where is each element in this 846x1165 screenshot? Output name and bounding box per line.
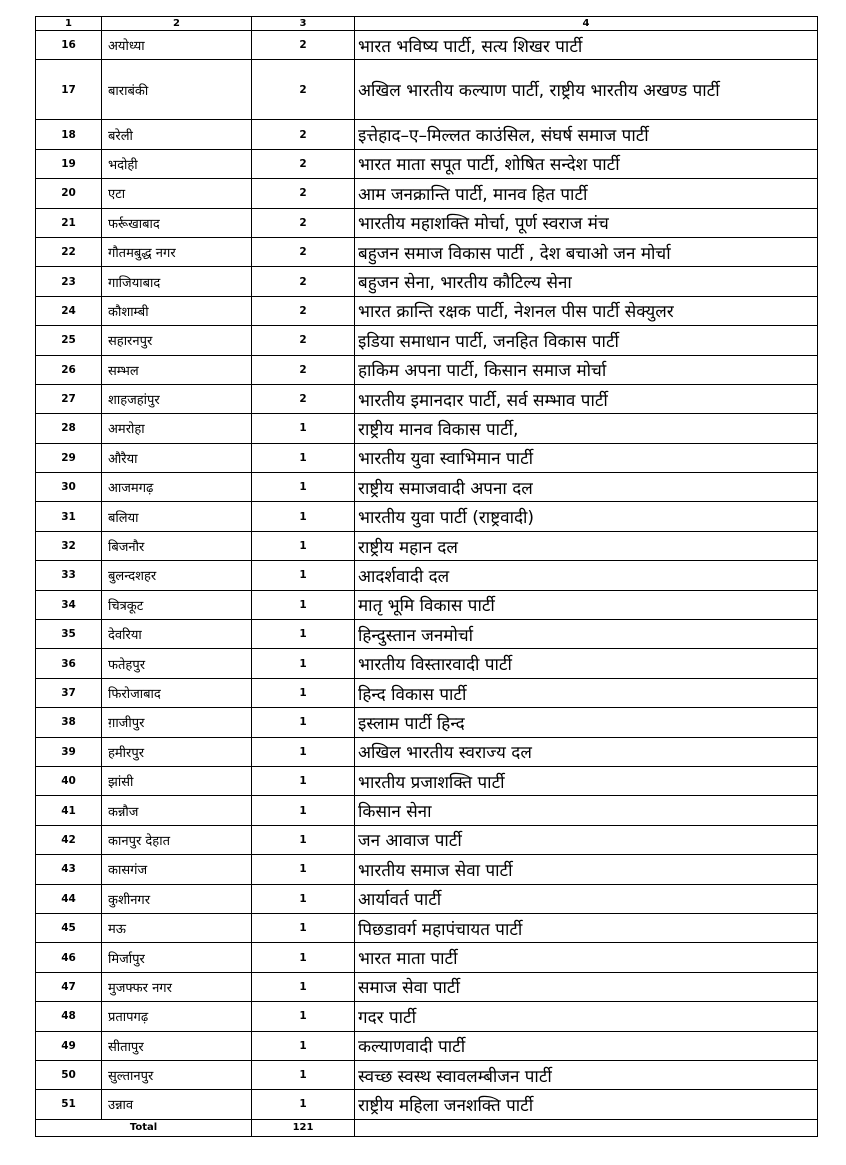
- party-names-cell: अखिल भारतीय कल्याण पार्टी, राष्ट्रीय भारतीय अखण्ड पार्टी: [355, 60, 818, 120]
- party-names-cell: हिन्दुस्तान जनमोर्चा: [355, 620, 818, 649]
- party-names-cell: हाकिम अपना पार्टी, किसान समाज मोर्चा: [355, 355, 818, 384]
- party-names-cell: पिछडावर्ग महापंचायत पार्टी: [355, 913, 818, 942]
- party-count-cell: 1: [252, 1002, 355, 1031]
- party-names-cell: आदर्शवादी दल: [355, 561, 818, 590]
- party-names-cell: राष्ट्रीय महिला जनशक्ति पार्टी: [355, 1090, 818, 1119]
- district-cell: कानपुर देहात: [102, 825, 252, 854]
- serial-number-cell: 34: [36, 590, 102, 619]
- district-cell: प्रतापगढ़: [102, 1002, 252, 1031]
- serial-number-cell: 44: [36, 884, 102, 913]
- table-row: [36, 326, 818, 355]
- party-count-cell: 1: [252, 1060, 355, 1089]
- party-names-cell: भारतीय समाज सेवा पार्टी: [355, 855, 818, 884]
- table-row: [36, 502, 818, 531]
- serial-number-cell: 41: [36, 796, 102, 825]
- party-names-cell: जन आवाज पार्टी: [355, 825, 818, 854]
- party-count-cell: 1: [252, 855, 355, 884]
- party-count-cell: 1: [252, 796, 355, 825]
- party-names-cell: इत्तेहाद–ए–मिल्लत काउंसिल, संघर्ष समाज पार्टी: [355, 120, 818, 149]
- district-cell: कन्नौज: [102, 796, 252, 825]
- table-row: [36, 913, 818, 942]
- district-cell: सहारनपुर: [102, 326, 252, 355]
- table-row: [36, 972, 818, 1001]
- district-cell: गौतमबुद्ध नगर: [102, 237, 252, 266]
- district-cell: कासगंज: [102, 855, 252, 884]
- serial-number-cell: 36: [36, 649, 102, 678]
- total-label: Total: [36, 1119, 252, 1136]
- district-cell: भदोही: [102, 149, 252, 178]
- serial-number-cell: 40: [36, 766, 102, 795]
- serial-number-cell: 48: [36, 1002, 102, 1031]
- party-names-cell: बहुजन समाज विकास पार्टी , देश बचाओ जन मोर्चा: [355, 237, 818, 266]
- table-row: [36, 31, 818, 60]
- party-count-cell: 2: [252, 384, 355, 413]
- table-row: [36, 355, 818, 384]
- district-cell: बिजनौर: [102, 531, 252, 560]
- table-row: [36, 179, 818, 208]
- district-cell: उन्नाव: [102, 1090, 252, 1119]
- serial-number-cell: 21: [36, 208, 102, 237]
- serial-number-cell: 47: [36, 972, 102, 1001]
- table-row: [36, 384, 818, 413]
- table-row: [36, 443, 818, 472]
- total-empty-cell: [355, 1119, 818, 1136]
- party-names-cell: भारतीय युवा स्वाभिमान पार्टी: [355, 443, 818, 472]
- serial-number-cell: 50: [36, 1060, 102, 1089]
- table-row: [36, 473, 818, 502]
- party-names-cell: गदर पार्टी: [355, 1002, 818, 1031]
- party-count-cell: 1: [252, 825, 355, 854]
- party-names-cell: भारतीय महाशक्ति मोर्चा, पूर्ण स्वराज मंच: [355, 208, 818, 237]
- header-col-3: 3: [252, 17, 355, 31]
- table-row: [36, 708, 818, 737]
- serial-number-cell: 42: [36, 825, 102, 854]
- district-cell: हमीरपुर: [102, 737, 252, 766]
- district-cell: ग़ाजीपुर: [102, 708, 252, 737]
- party-names-cell: आर्यावर्त पार्टी: [355, 884, 818, 913]
- serial-number-cell: 19: [36, 149, 102, 178]
- party-count-cell: 1: [252, 1031, 355, 1060]
- party-names-cell: भारतीय इमानदार पार्टी, सर्व सम्भाव पार्टी: [355, 384, 818, 413]
- party-count-cell: 2: [252, 120, 355, 149]
- total-row: [36, 1119, 818, 1136]
- header-col-1: 1: [36, 17, 102, 31]
- party-names-cell: समाज सेवा पार्टी: [355, 972, 818, 1001]
- table-row: [36, 296, 818, 325]
- district-cell: शाहजहांपुर: [102, 384, 252, 413]
- party-names-cell: अखिल भारतीय स्वराज्य दल: [355, 737, 818, 766]
- serial-number-cell: 27: [36, 384, 102, 413]
- serial-number-cell: 29: [36, 443, 102, 472]
- party-count-cell: 1: [252, 708, 355, 737]
- table-row: [36, 737, 818, 766]
- party-count-cell: 1: [252, 1090, 355, 1119]
- table-row: [36, 590, 818, 619]
- party-count-cell: 1: [252, 884, 355, 913]
- district-cell: अमरोहा: [102, 414, 252, 443]
- party-count-cell: 2: [252, 237, 355, 266]
- table-row: [36, 1090, 818, 1119]
- party-names-cell: राष्ट्रीय मानव विकास पार्टी,: [355, 414, 818, 443]
- party-names-cell: आम जनक्रान्ति पार्टी, मानव हित पार्टी: [355, 179, 818, 208]
- party-names-cell: इडिया समाधान पार्टी, जनहित विकास पार्टी: [355, 326, 818, 355]
- table-row: [36, 855, 818, 884]
- header-row: [36, 17, 818, 31]
- party-count-cell: 1: [252, 766, 355, 795]
- serial-number-cell: 45: [36, 913, 102, 942]
- table-row: [36, 884, 818, 913]
- table-row: [36, 1060, 818, 1089]
- header-col-4: 4: [355, 17, 818, 31]
- serial-number-cell: 23: [36, 267, 102, 296]
- table-row: [36, 149, 818, 178]
- serial-number-cell: 49: [36, 1031, 102, 1060]
- party-names-cell: भारत माता सपूत पार्टी, शोषित सन्देश पार्टी: [355, 149, 818, 178]
- serial-number-cell: 28: [36, 414, 102, 443]
- party-count-cell: 2: [252, 149, 355, 178]
- party-count-cell: 1: [252, 590, 355, 619]
- party-names-cell: भारतीय विस्तारवादी पार्टी: [355, 649, 818, 678]
- serial-number-cell: 39: [36, 737, 102, 766]
- district-cell: आजमगढ़: [102, 473, 252, 502]
- serial-number-cell: 37: [36, 678, 102, 707]
- table-body: [36, 31, 818, 1120]
- party-names-cell: बहुजन सेना, भारतीय कौटिल्य सेना: [355, 267, 818, 296]
- party-count-cell: 2: [252, 355, 355, 384]
- party-names-cell: इस्लाम पार्टी हिन्द: [355, 708, 818, 737]
- party-names-cell: भारतीय युवा पार्टी (राष्ट्रवादी): [355, 502, 818, 531]
- party-count-cell: 2: [252, 31, 355, 60]
- party-count-cell: 2: [252, 179, 355, 208]
- table-row: [36, 943, 818, 972]
- party-count-cell: 2: [252, 60, 355, 120]
- party-count-cell: 1: [252, 649, 355, 678]
- district-cell: सम्भल: [102, 355, 252, 384]
- serial-number-cell: 17: [36, 60, 102, 120]
- party-names-cell: स्वच्छ स्वस्थ स्वावलम्बीजन पार्टी: [355, 1060, 818, 1089]
- party-names-cell: भारत माता पार्टी: [355, 943, 818, 972]
- serial-number-cell: 31: [36, 502, 102, 531]
- table-row: [36, 60, 818, 120]
- serial-number-cell: 35: [36, 620, 102, 649]
- district-cell: बुलन्दशहर: [102, 561, 252, 590]
- district-cell: बरेली: [102, 120, 252, 149]
- table-row: [36, 237, 818, 266]
- district-cell: मऊ: [102, 913, 252, 942]
- serial-number-cell: 43: [36, 855, 102, 884]
- table-row: [36, 766, 818, 795]
- table-row: [36, 561, 818, 590]
- party-names-cell: मातृ भूमि विकास पार्टी: [355, 590, 818, 619]
- table-row: [36, 531, 818, 560]
- serial-number-cell: 25: [36, 326, 102, 355]
- party-names-cell: भारत भविष्य पार्टी, सत्य शिखर पार्टी: [355, 31, 818, 60]
- party-count-cell: 1: [252, 737, 355, 766]
- party-count-cell: 1: [252, 913, 355, 942]
- party-names-cell: कल्याणवादी पार्टी: [355, 1031, 818, 1060]
- party-count-cell: 2: [252, 208, 355, 237]
- table-row: [36, 208, 818, 237]
- table-row: [36, 1031, 818, 1060]
- table-row: [36, 649, 818, 678]
- total-value: 121: [252, 1119, 355, 1136]
- serial-number-cell: 33: [36, 561, 102, 590]
- district-cell: झांसी: [102, 766, 252, 795]
- table-row: [36, 678, 818, 707]
- party-names-cell: राष्ट्रीय महान दल: [355, 531, 818, 560]
- district-cell: फिरोजाबाद: [102, 678, 252, 707]
- party-table-sheet: [35, 16, 818, 1137]
- party-count-cell: 2: [252, 326, 355, 355]
- party-names-cell: भारतीय प्रजाशक्ति पार्टी: [355, 766, 818, 795]
- party-count-cell: 2: [252, 296, 355, 325]
- table-row: [36, 620, 818, 649]
- district-cell: कुशीनगर: [102, 884, 252, 913]
- table-row: [36, 414, 818, 443]
- party-count-cell: 1: [252, 972, 355, 1001]
- district-cell: मिर्जापुर: [102, 943, 252, 972]
- party-count-cell: 1: [252, 531, 355, 560]
- table-row: [36, 825, 818, 854]
- district-cell: एटा: [102, 179, 252, 208]
- district-cell: फतेहपुर: [102, 649, 252, 678]
- party-count-cell: 1: [252, 620, 355, 649]
- district-cell: सुल्तानपुर: [102, 1060, 252, 1089]
- party-count-cell: 2: [252, 267, 355, 296]
- header-col-2: 2: [102, 17, 252, 31]
- party-names-cell: किसान सेना: [355, 796, 818, 825]
- district-cell: औरैया: [102, 443, 252, 472]
- serial-number-cell: 38: [36, 708, 102, 737]
- party-count-cell: 1: [252, 473, 355, 502]
- serial-number-cell: 22: [36, 237, 102, 266]
- party-count-cell: 1: [252, 943, 355, 972]
- party-count-cell: 1: [252, 678, 355, 707]
- district-cell: फर्रूखाबाद: [102, 208, 252, 237]
- serial-number-cell: 16: [36, 31, 102, 60]
- table-row: [36, 120, 818, 149]
- district-cell: सीतापुर: [102, 1031, 252, 1060]
- party-names-cell: राष्ट्रीय समाजवादी अपना दल: [355, 473, 818, 502]
- district-cell: बलिया: [102, 502, 252, 531]
- party-count-cell: 1: [252, 561, 355, 590]
- table-row: [36, 267, 818, 296]
- district-cell: चित्रकूट: [102, 590, 252, 619]
- district-cell: कौशाम्बी: [102, 296, 252, 325]
- serial-number-cell: 46: [36, 943, 102, 972]
- party-table: [35, 16, 818, 1137]
- party-names-cell: हिन्द विकास पार्टी: [355, 678, 818, 707]
- district-cell: देवरिया: [102, 620, 252, 649]
- serial-number-cell: 24: [36, 296, 102, 325]
- serial-number-cell: 32: [36, 531, 102, 560]
- table-row: [36, 796, 818, 825]
- district-cell: मुजफ्फर नगर: [102, 972, 252, 1001]
- serial-number-cell: 30: [36, 473, 102, 502]
- serial-number-cell: 51: [36, 1090, 102, 1119]
- party-count-cell: 1: [252, 414, 355, 443]
- party-count-cell: 1: [252, 502, 355, 531]
- party-count-cell: 1: [252, 443, 355, 472]
- serial-number-cell: 20: [36, 179, 102, 208]
- district-cell: बाराबंकी: [102, 60, 252, 120]
- serial-number-cell: 26: [36, 355, 102, 384]
- district-cell: गाजियाबाद: [102, 267, 252, 296]
- serial-number-cell: 18: [36, 120, 102, 149]
- district-cell: अयोध्या: [102, 31, 252, 60]
- table-row: [36, 1002, 818, 1031]
- party-names-cell: भारत क्रान्ति रक्षक पार्टी, नेशनल पीस पार्टी सेक्युलर: [355, 296, 818, 325]
